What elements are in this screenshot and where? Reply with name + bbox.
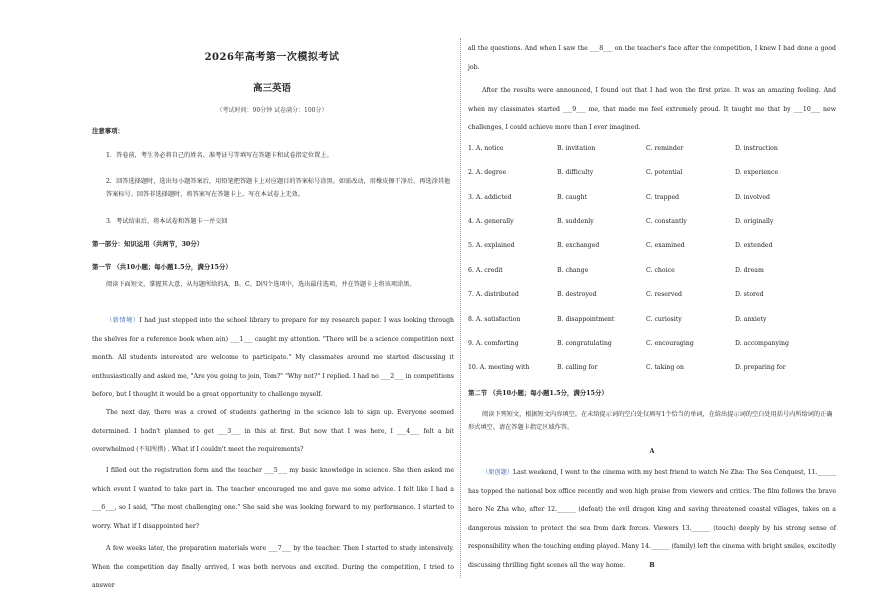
option-5a: 5. A. explained (468, 242, 515, 249)
option-7c: C. reserved (646, 291, 682, 298)
option-10c: C. taking on (646, 364, 684, 371)
passage-paragraph-1-text: I had just stepped into the school library to prepare for my research paper. I was looking through the shelves for a reference book when a(n) ___1___ caught my attention. "There will be a science competition next month. All students interested are welcome to participate." My classmates around me started discussing it enthusiastically and asked me, "Are you going to join, Tom?" "Why not?" I replied. I had no ___2___ in competitions before, but I thought it would be a great opportunity to challenge myself. (92, 317, 455, 398)
option-5c: C. examined (646, 242, 685, 249)
section1-heading: 第一节 （共10小题；每小题1.5分，满分15分） (92, 263, 232, 271)
section2-passage-a (468, 464, 836, 575)
notice-item-3: 3．考试结束后，将本试卷和答题卡一并交回 (106, 218, 228, 225)
option-8b: B. disappointment (557, 316, 615, 323)
passage-a-tag: （原创题） (482, 469, 514, 476)
option-10b: B. calling for (557, 364, 598, 371)
column-divider (460, 38, 461, 578)
option-9c: C. encouraging (646, 340, 694, 347)
option-row-10 (468, 364, 836, 376)
section2-heading: 第二节 （共10小题；每小题1.5分，满分15分） (468, 389, 608, 397)
option-3b: B. caught (557, 194, 588, 201)
passage-paragraph-5: all the questions. And when I saw the ___8___ on the teacher's face after the competition, I knew I had done a good job. (468, 45, 836, 71)
option-7b: B. destroyed (557, 291, 597, 298)
option-4b: B. suddenly (557, 218, 594, 225)
passage-paragraph-2: The next day, there was a crowd of students gathering in the science lab to sign up. Everyone seemed determined. I hadn't planned to get ___3___ in this at first. But now that I was here, I ___4___ felt a bit overwhelmed (不知所措) . What if I couldn't meet the requirements? (92, 409, 454, 453)
exam-subtitle: 高三英语 (252, 83, 291, 94)
option-1a: 1. A. notice (468, 145, 504, 152)
option-1c: C. reminder (646, 145, 684, 152)
part1-heading: 第一部分：知识运用（共两节，30分） (92, 240, 204, 248)
exam-title: 2026年高考第一次模拟考试 (204, 52, 340, 63)
option-4c: C. constantly (646, 218, 687, 225)
option-row-6 (468, 267, 836, 279)
option-row-5 (468, 242, 836, 254)
option-5b: B. exchanged (557, 242, 600, 249)
part-a-label: A (649, 447, 655, 455)
option-7d: D. stored (735, 291, 764, 298)
option-2a: 2. A. degree (468, 169, 507, 176)
option-9b: B. congratulating (557, 340, 612, 347)
option-4d: D. originally (735, 218, 774, 225)
notice-item-2: 2．回答选择题时，选出每小题答案后，用铅笔把答题卡上对应题目的答案标号涂黑。如需改动，用橡皮擦干净后，再选涂其他答案标号。回答非选择题时，将答案写在答题卡上。写在本试卷上无效。 (106, 178, 451, 198)
passage-tag: （新情境） (106, 317, 140, 324)
exam-info: （考试时间：90分钟 试卷满分：100分） (216, 107, 328, 114)
option-1b: B. invitation (557, 145, 596, 152)
option-4a: 4. A. generally (468, 218, 514, 225)
passage-paragraph-6: After the results were announced, I found out that I had won the first prize. It was an amazing feeling. And when my classmates started ___9___ me, that made me feel extremely proud. It taught me that by ___10___ new challenges, I could achieve more than I ever imagined. (468, 87, 836, 131)
option-6b: B. change (557, 267, 589, 274)
notice-heading: 注意事项： (92, 127, 124, 135)
section1-instruction: 阅读下面短文，掌握其大意，从每题所给的A、B、C、D四个选项中，选出最佳选项，并在答题卡上将该项涂黑。 (106, 281, 416, 288)
section2-instruction: 阅读下列短文，根据短文内容填空。在未给提示词的空白处仅填写1个恰当的单词，在给出提示词的空白处用括号内所给词的正确形式填空。请在答题卡指定区域作答。 (468, 411, 833, 431)
passage-paragraph-3: I filled out the registration form and the teacher ___5___ my basic knowledge in science. She then asked me which event I wanted to take part in. The teacher encouraged me and gave me some advice. I felt like I had a ___6___, so I said, "The most challenging one." She said she was looking forward to my performance. I started to worry. What if I disappointed her? (92, 467, 454, 530)
option-row-4 (468, 218, 836, 230)
option-6c: C. choice (646, 267, 675, 274)
option-row-7 (468, 291, 836, 303)
option-row-2 (468, 169, 836, 181)
part-b-label: B (649, 561, 655, 569)
option-9d: D. accompanying (735, 340, 789, 347)
option-3d: D. involved (735, 194, 770, 201)
option-5d: D. extended (735, 242, 773, 249)
option-6a: 6. A. credit (468, 267, 503, 274)
passage-a-text: Last weekend, I went to the cinema with my best friend to watch Ne Zha: The Sea Conquest, 11.______ has topped the national box office recently and won high praise from viewers and critics. The film follows the brave hero Ne Zha who, after 12.______ (defeat) the evil dragon king and saving threatened coastal villages, takes on a dangerous mission to protect the sea from dark forces. Viewers 13.______ (touch) deeply by his strong sense of responsibility when the touching ending played. Many 14.______ (family) left the cinema with bright smiles, excitedly discussing thrilling fight scenes all the way home. (468, 469, 837, 569)
option-1d: D. instruction (735, 145, 778, 152)
option-3a: 3. A. addicted (468, 194, 512, 201)
option-6d: D. dream (735, 267, 764, 274)
option-3c: C. trapped (646, 194, 680, 201)
option-10d: D. preparing for (735, 364, 786, 371)
option-2d: D. experience (735, 169, 779, 176)
option-8d: D. anxiety (735, 316, 767, 323)
passage-paragraph-4: A few weeks later, the preparation materials were ___7___ by the teacher. Then I started to study intensively. When the competition day finally arrived, I was both nervous and excited. During the competition, I tried to answer (92, 545, 454, 589)
option-row-3 (468, 194, 836, 206)
option-8a: 8. A. satisfaction (468, 316, 521, 323)
notice-item-1: 1．答卷前，考生务必将自己的姓名、准考证号等填写在答题卡和试卷指定位置上。 (106, 152, 333, 159)
option-2c: C. potential (646, 169, 683, 176)
passage-paragraph-1 (92, 312, 454, 405)
option-2b: B. difficulty (557, 169, 594, 176)
option-row-1 (468, 145, 836, 157)
option-row-9 (468, 340, 836, 352)
option-9a: 9. A. comforting (468, 340, 519, 347)
option-10a: 10. A. meeting with (468, 364, 530, 371)
option-7a: 7. A. distributed (468, 291, 519, 298)
option-row-8 (468, 316, 836, 328)
option-8c: C. curiosity (646, 316, 682, 323)
